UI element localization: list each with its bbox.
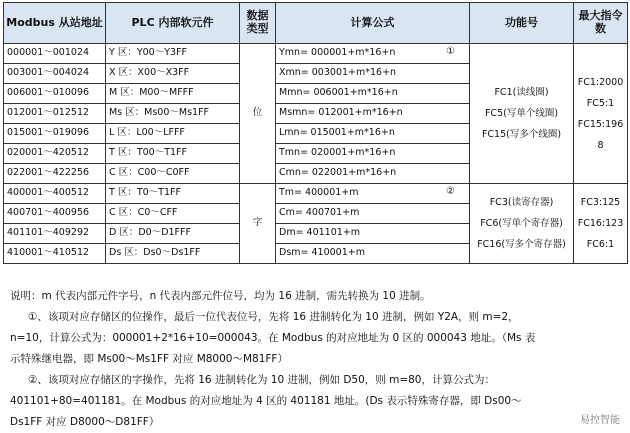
cell-formula: Msmn= 012001+m*16+n bbox=[276, 104, 470, 124]
modbus-address-table bbox=[3, 2, 628, 264]
note-2-line-1: ②、该项对应存储区的字操作，先将 16 进制转化为 10 进制，例如 D50，则 m=80，计算公式为： bbox=[28, 374, 495, 386]
cell-formula: Xmn= 003001+m*16+n bbox=[276, 64, 470, 84]
note-2-line-2: 401101+80=401181。在 Modbus 的对应地址为 4 区的 401181 地址。(Ds 表示特殊寄存器，即 Ds00～ bbox=[10, 395, 522, 407]
cell-formula: Cmn= 022001+m*16+n bbox=[276, 164, 470, 184]
func-item: FC15(写多个线圈) bbox=[481, 129, 562, 140]
note-intro: 说明：m 代表内部元件字号，n 代表内部元件位号，均为 16 进制，需先转换为 10 进制。 bbox=[10, 290, 431, 302]
cell-formula: Tmn= 020001+m*16+n bbox=[276, 144, 470, 164]
cell-formula: Cm= 400701+m bbox=[276, 204, 470, 224]
header-row bbox=[4, 3, 628, 44]
cell-plc: C 区：C0～CFF bbox=[106, 204, 240, 224]
cell-addr: 012001～012512 bbox=[4, 104, 106, 124]
max-item: 8 bbox=[597, 139, 604, 151]
cell-plc: X 区：X00～X3FF bbox=[106, 64, 240, 84]
func-item: FC6(写单个寄存器) bbox=[480, 218, 563, 229]
cell-max-bit bbox=[574, 44, 628, 184]
cell-plc: Ds 区：Ds0～Ds1FF bbox=[106, 244, 240, 264]
cell-func-word bbox=[470, 184, 574, 264]
cell-addr: 022001～422256 bbox=[4, 164, 106, 184]
note-1-line-2: n=10，计算公式为：000001+2*16+10=000043。在 Modbus 的对应地址为 0 区的 000043 地址。（Ms 表 bbox=[10, 332, 536, 344]
cell-addr: 401101～409292 bbox=[4, 224, 106, 244]
cell-plc: D 区：D0～D1FFF bbox=[106, 224, 240, 244]
footnote-mark-2: ② bbox=[446, 186, 455, 197]
func-item: FC5(写单个线圈) bbox=[484, 108, 559, 119]
table-row bbox=[4, 184, 628, 204]
cell-plc: Y 区：Y00～Y3FF bbox=[106, 44, 240, 64]
cell-plc: L 区：L00～LFFF bbox=[106, 124, 240, 144]
cell-addr: 015001～019096 bbox=[4, 124, 106, 144]
cell-addr: 006001～010096 bbox=[4, 84, 106, 104]
cell-formula: Lmn= 015001+m*16+n bbox=[276, 124, 470, 144]
cell-plc: T 区：T0～T1FF bbox=[106, 184, 240, 204]
note-2-line-3: Ds1FF 对应 D8000～D81FF） bbox=[10, 416, 160, 428]
func-item: FC1(读线圈) bbox=[494, 87, 549, 98]
header-formula: 计算公式 bbox=[276, 3, 470, 44]
max-item: FC16:123 bbox=[577, 218, 624, 229]
cell-type-word: 字 bbox=[240, 184, 276, 264]
cell-plc: T 区：T00～T1FF bbox=[106, 144, 240, 164]
header-max: 最大指令数 bbox=[574, 3, 628, 44]
max-item: FC1:2000 bbox=[577, 76, 624, 88]
cell-formula: Tm= 400001+m ② bbox=[276, 184, 470, 204]
footnote-mark-1: ① bbox=[446, 46, 455, 57]
cell-addr: 003001～004024 bbox=[4, 64, 106, 84]
max-item: FC5:1 bbox=[586, 97, 615, 109]
table-row bbox=[4, 44, 628, 64]
note-1-line-1: ①、该项对应存储区的位操作，最后一位代表位号，先将 16 进制转化为 10 进制，例如 Y2A，则 m=2， bbox=[28, 311, 519, 323]
cell-addr: 020001～420512 bbox=[4, 144, 106, 164]
cell-formula: Ymn= 000001+m*16+n ① bbox=[276, 44, 470, 64]
watermark: 易控智能 bbox=[580, 415, 620, 426]
cell-formula: Dsm= 410001+m bbox=[276, 244, 470, 264]
cell-formula: Dm= 401101+m bbox=[276, 224, 470, 244]
cell-type-bit: 位 bbox=[240, 44, 276, 184]
cell-addr: 400001～400512 bbox=[4, 184, 106, 204]
cell-func-bit bbox=[470, 44, 574, 184]
cell-formula: Mmn= 006001+m*16+n bbox=[276, 84, 470, 104]
cell-plc: Ms 区：Ms00～Ms1FF bbox=[106, 104, 240, 124]
func-item: FC16(写多个寄存器) bbox=[477, 239, 566, 250]
header-addr: Modbus 从站地址 bbox=[4, 3, 106, 44]
header-func: 功能号 bbox=[470, 3, 574, 44]
max-item: FC3:125 bbox=[580, 197, 621, 208]
note-1-line-3: 示特殊继电器，即 Ms00～Ms1FF 对应 M8000～M81FF） bbox=[10, 353, 288, 365]
cell-addr: 000001～001024 bbox=[4, 44, 106, 64]
notes-section bbox=[10, 286, 622, 433]
func-item: FC3(读寄存器) bbox=[489, 197, 554, 208]
cell-plc: M 区：M00～MFFF bbox=[106, 84, 240, 104]
max-item: FC15:196 bbox=[577, 118, 624, 130]
cell-addr: 410001～410512 bbox=[4, 244, 106, 264]
max-item: FC6:1 bbox=[586, 239, 615, 250]
header-type: 数据类型 bbox=[240, 3, 276, 44]
header-plc: PLC 内部软元件 bbox=[106, 3, 240, 44]
cell-plc: C 区：C00～C0FF bbox=[106, 164, 240, 184]
cell-addr: 400701～400956 bbox=[4, 204, 106, 224]
cell-max-word bbox=[574, 184, 628, 264]
